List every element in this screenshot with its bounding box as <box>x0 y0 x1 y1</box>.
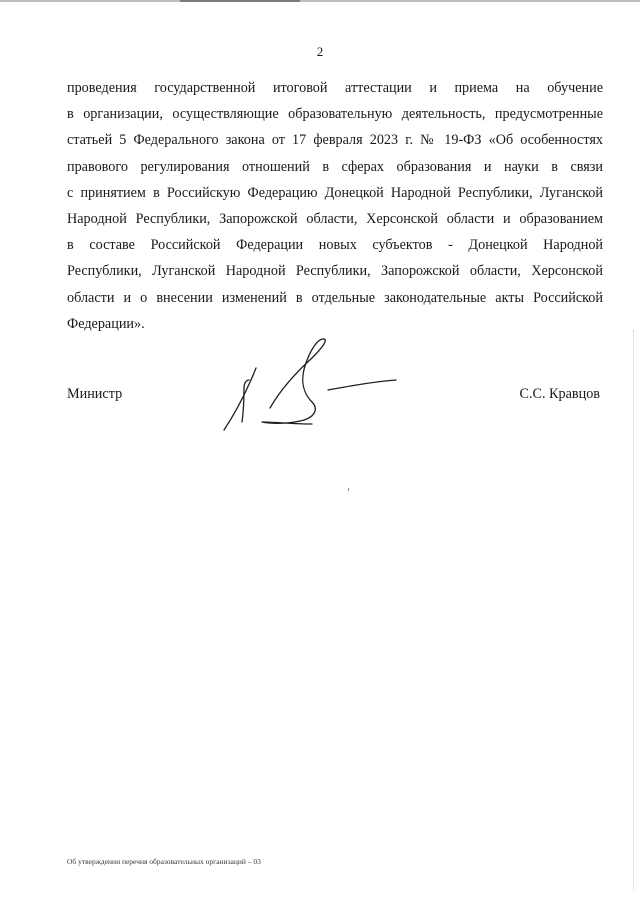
body-line: с принятием в Российскую Федерацию Донецкой Народной Республики, Луганской <box>67 184 603 201</box>
body-line: Республики, Луганской Народной Республики, Запорожской области, Херсонской <box>67 263 603 280</box>
body-line: проведения государственной итоговой аттестации и приема на обучение <box>67 80 603 96</box>
body-line: Народной Республики, Запорожской области, Херсонской области и образованием <box>67 211 603 228</box>
body-line: в составе Российской Федерации новых субъектов - Донецкой Народной <box>67 237 603 254</box>
signatory-name: С.С. Кравцов <box>519 386 600 402</box>
body-line: правового регулирования отношений в сферах образования и науки в связи <box>67 158 603 175</box>
page-number: 2 <box>316 44 324 59</box>
body-line: статьей 5 Федерального закона от 17 февраля 2023 г. № 19-ФЗ «Об особенностях <box>67 132 603 149</box>
body-text <box>67 75 603 337</box>
scan-top-edge <box>0 0 640 2</box>
scan-speck <box>348 488 349 491</box>
signature-image <box>220 338 400 438</box>
body-line: области и о внесении изменений в отдельные законодательные акты Российской <box>67 289 603 306</box>
scan-right-edge <box>632 330 634 890</box>
signatory-title: Министр <box>67 386 123 402</box>
body-line: в организации, осуществляющие образовательную деятельность, предусмотренные <box>67 106 603 123</box>
scan-top-edge-mark <box>180 0 300 2</box>
footer-note: Об утверждении перечня образовательных организаций – 03 <box>67 857 261 866</box>
body-line: Федерации». <box>67 315 145 332</box>
